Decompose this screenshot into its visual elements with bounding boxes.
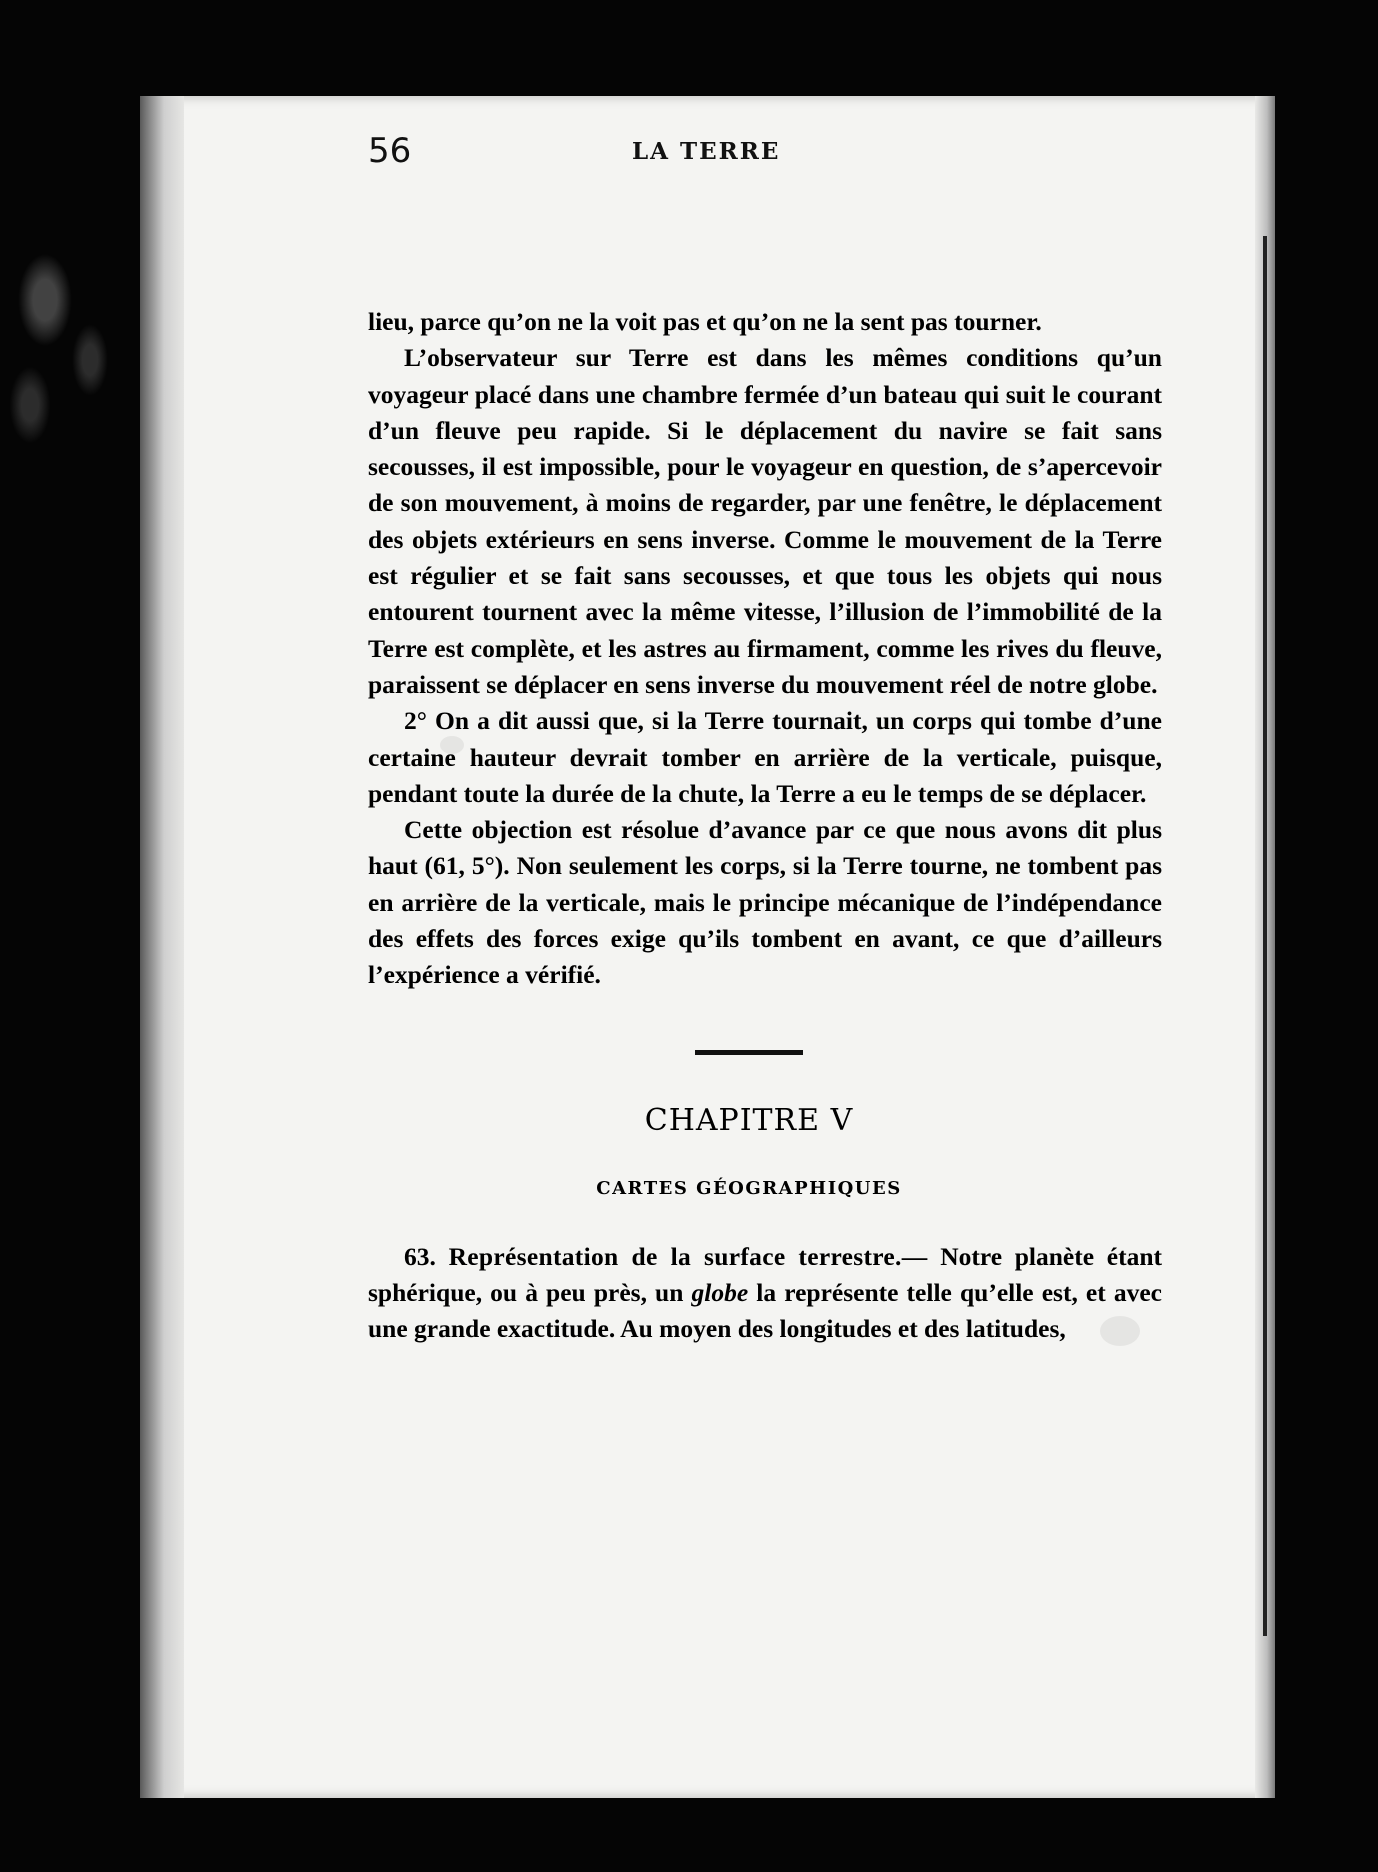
paragraph: Cette objection est résolue d’avance par ce que nous avons dit plus haut (61, 5°). Non seulement les corps, si la Terre tourne, ne tombent pas en arrière de la verticale, mais le principe mécanique de l’indépendance des effets des forces exige qu’ils tombent en avant, ce que d’ailleurs l’expérience a vérifié. xyxy=(368,815,1162,990)
scan-background-debris xyxy=(0,180,150,480)
book-spine-shadow xyxy=(140,96,184,1798)
section-italic-term: globe xyxy=(691,1277,749,1307)
chapter-title: CHAPITRE V xyxy=(644,1102,854,1138)
section-text: Notre planète étant sphérique, ou à peu près, un xyxy=(368,1241,1162,1307)
paragraph: L’observateur sur Terre est dans les mêmes conditions qu’un voyageur placé dans une chambre fermée d’un bateau qui suit le courant d’un fleuve peu rapide. Si le déplacement du navire se fait sans secousses, il est impossible, pour le voyageur en question, de s’apercevoir de son mouvement, à moins de regarder, par une fenêtre, le déplacement des objets extérieurs en sens inverse. Comme le mouvement de la Terre est régulier et se fait sans secousses, et que tous les objets qui nous entourent tournent avec la même vitesse, l’illusion de l’immobilité de la Terre est complète, et les astres au firmament, comme les rives du fleuve, paraissent se déplacer en sens inverse du mouvement réel de notre globe. xyxy=(368,343,1162,699)
chapter-subtitle: CARTES GÉOGRAPHIQUES xyxy=(596,1177,902,1199)
running-head xyxy=(224,131,1156,190)
page-content xyxy=(224,131,1156,190)
page-number: 56 xyxy=(368,131,412,171)
binding-thread xyxy=(1263,236,1267,1636)
section-paragraph xyxy=(368,1239,1162,1348)
paragraph: 2° On a dit aussi que, si la Terre tournait, un corps qui tombe d’une certaine hauteur devrait tomber en arrière de la verticale, puisque, pendant toute la durée de la chute, la Terre a eu le temps de se déplacer. xyxy=(368,706,1162,808)
running-title: LA TERRE xyxy=(632,138,781,165)
section-text: la représente telle qu’elle est, et avec une grande exactitude. Au moyen des longitudes et des latitudes, xyxy=(368,1277,1162,1344)
body-text xyxy=(368,304,1162,1348)
section-number: 63. xyxy=(404,1241,436,1271)
section-heading: Représentation de la surface terrestre.— xyxy=(448,1241,928,1271)
paragraph: lieu, parce qu’on ne la voit pas et qu’on ne la sent pas tourner. xyxy=(368,307,1042,336)
chapter-separator-rule xyxy=(695,1050,803,1055)
